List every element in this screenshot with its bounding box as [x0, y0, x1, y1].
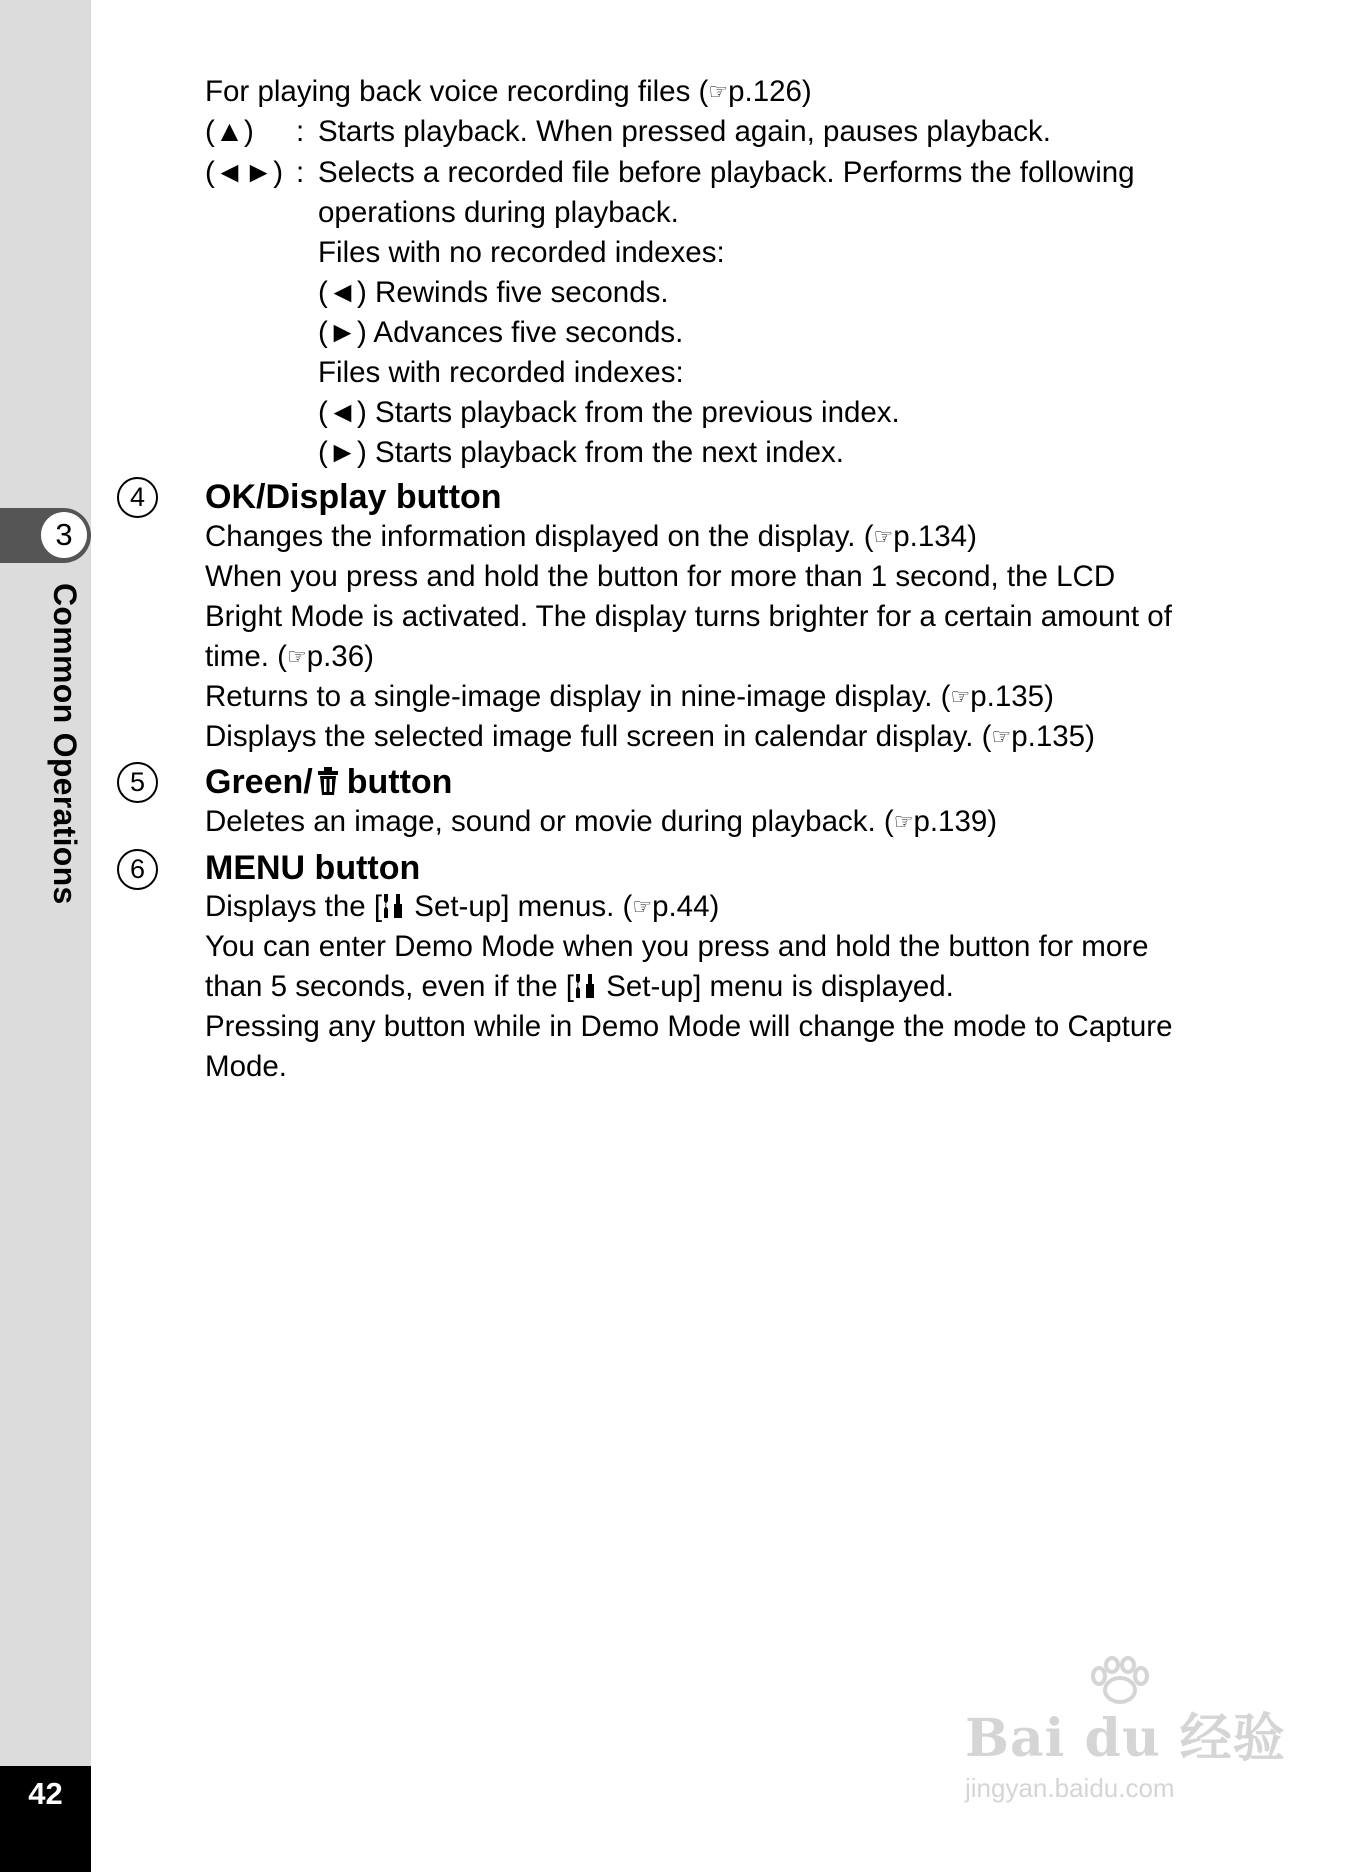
- with-index-heading: Files with recorded indexes:: [318, 356, 684, 389]
- reference-icon: ☞: [893, 809, 914, 834]
- ok-line-4: time. (☞p.36): [205, 640, 374, 673]
- next-index-line: (►) Starts playback from the next index.: [318, 436, 844, 469]
- baidu-watermark: [965, 1662, 1286, 1804]
- ok-line-2: When you press and hold the button for more than 1 second, the LCD: [205, 560, 1116, 593]
- green-button-heading: Green/ button: [205, 763, 453, 801]
- setup-wrench-icon: [574, 973, 598, 999]
- menu-button-heading: MENU button: [205, 849, 421, 887]
- voice-intro: For playing back voice recording files (☞p.126): [205, 75, 812, 108]
- trash-icon: [315, 766, 341, 796]
- chapter-sidebar: [0, 0, 91, 1872]
- reference-icon: ☞: [286, 644, 307, 669]
- up-key: (▲): [205, 115, 254, 148]
- item-number-4: 4: [117, 477, 158, 518]
- left-right-desc-1: Selects a recorded file before playback. Performs the following: [318, 156, 1135, 189]
- no-index-heading: Files with no recorded indexes:: [318, 236, 725, 269]
- reference-icon: ☞: [991, 724, 1012, 749]
- ok-line-3: Bright Mode is activated. The display turns brighter for a certain amount of: [205, 600, 1172, 633]
- chapter-number: 3: [41, 512, 87, 558]
- ok-line-1: Changes the information displayed on the display. (☞p.134): [205, 520, 977, 553]
- rewind-line: (◄) Rewinds five seconds.: [318, 276, 669, 309]
- reference-icon: ☞: [708, 79, 729, 104]
- up-key-desc: Starts playback. When pressed again, pauses playback.: [318, 115, 1051, 148]
- watermark-brand: Bai du 经验: [965, 1708, 1286, 1769]
- left-right-key: (◄►): [205, 156, 284, 189]
- menu-line-1: Displays the [ Set-up] menus. (☞p.44): [205, 890, 720, 923]
- menu-line-4: Pressing any button while in Demo Mode will change the mode to Capture: [205, 1010, 1173, 1043]
- left-right-desc-2: operations during playback.: [318, 196, 679, 229]
- reference-icon: ☞: [950, 684, 971, 709]
- menu-line-5: Mode.: [205, 1050, 287, 1083]
- ok-display-heading: OK/Display button: [205, 478, 502, 516]
- page-number: 42: [28, 1776, 63, 1811]
- colon: :: [296, 115, 305, 148]
- reference-icon: ☞: [873, 524, 894, 549]
- menu-line-3: than 5 seconds, even if the [ Set-up] menu is displayed.: [205, 970, 954, 1003]
- prev-index-line: (◄) Starts playback from the previous index.: [318, 396, 900, 429]
- reference-icon: ☞: [632, 894, 653, 919]
- item-number-6: 6: [117, 849, 158, 890]
- chapter-title: Common Operations: [47, 583, 83, 905]
- green-line-1: Deletes an image, sound or movie during playback. (☞p.139): [205, 805, 998, 838]
- watermark-url: jingyan.baidu.com: [965, 1773, 1175, 1803]
- ok-line-5: Returns to a single-image display in nine-image display. (☞p.135): [205, 680, 1054, 713]
- menu-line-2: You can enter Demo Mode when you press and hold the button for more: [205, 930, 1149, 963]
- colon: :: [296, 156, 305, 189]
- ok-line-6: Displays the selected image full screen in calendar display. (☞p.135): [205, 720, 1095, 753]
- paw-logo-icon: [1085, 1656, 1155, 1706]
- item-number-5: 5: [117, 762, 158, 803]
- setup-wrench-icon: [382, 893, 406, 919]
- advance-line: (►) Advances five seconds.: [318, 316, 684, 349]
